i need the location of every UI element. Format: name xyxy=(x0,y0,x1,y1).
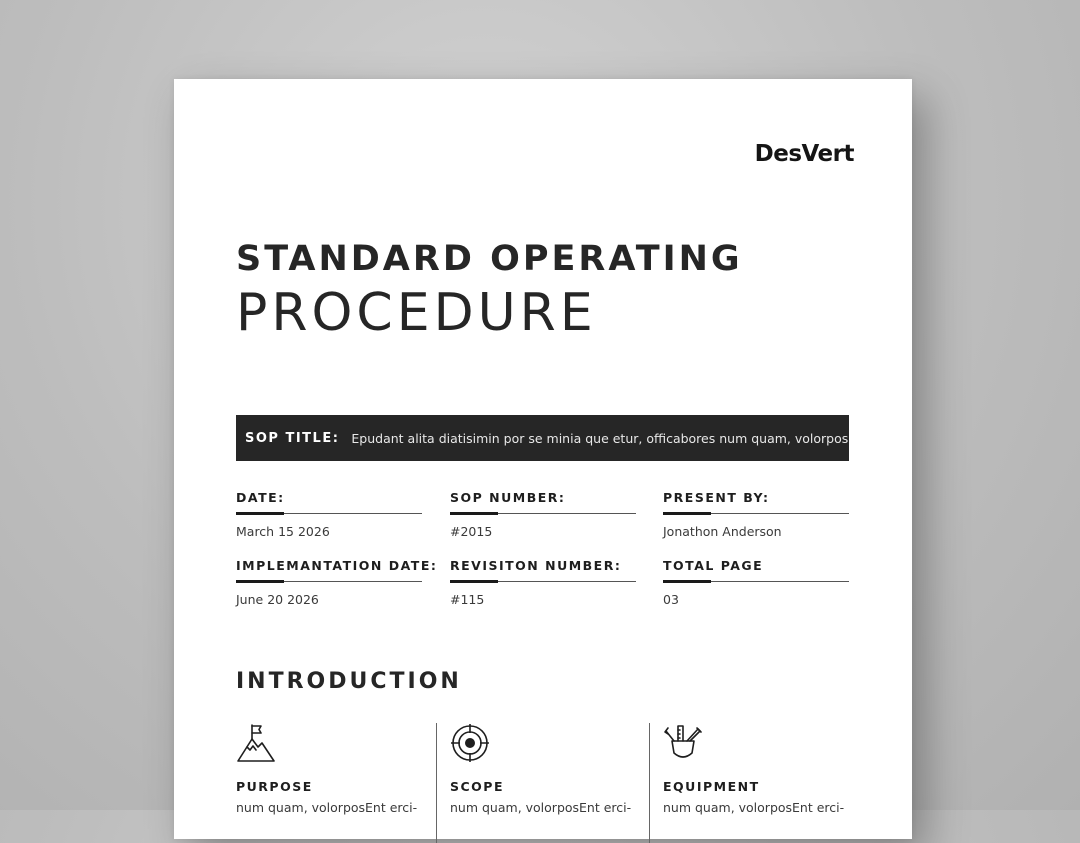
field-underline xyxy=(663,580,849,582)
field-value: Jonathon Anderson xyxy=(663,524,782,539)
field-underline xyxy=(663,512,849,514)
introduction-heading: INTRODUCTION xyxy=(236,669,462,694)
field-value: #2015 xyxy=(450,524,493,539)
field-label: TOTAL PAGE xyxy=(663,558,764,573)
field-label: IMPLEMANTATION DATE: xyxy=(236,558,438,573)
brand-logo: DesVert xyxy=(754,141,854,167)
column-divider xyxy=(436,723,437,843)
column-divider xyxy=(649,723,650,843)
intro-column-label: SCOPE xyxy=(450,779,505,794)
field-present-by xyxy=(663,490,849,539)
intro-column-label: PURPOSE xyxy=(236,779,313,794)
field-sop-number xyxy=(450,490,636,539)
field-value: March 15 2026 xyxy=(236,524,330,539)
tools-cup-icon xyxy=(663,723,703,763)
field-total-page xyxy=(663,558,849,607)
intro-column-text: num quam, volorposEnt erci- xyxy=(663,800,845,815)
field-value: June 20 2026 xyxy=(236,592,319,607)
field-value: 03 xyxy=(663,592,679,607)
field-label: REVISITON NUMBER: xyxy=(450,558,622,573)
intro-column-equipment xyxy=(663,723,849,815)
field-underline xyxy=(236,512,422,514)
document-page xyxy=(174,79,912,839)
intro-column-text: num quam, volorposEnt erci- xyxy=(236,800,418,815)
sop-title-label: SOP TITLE: xyxy=(245,430,340,446)
field-underline xyxy=(236,580,422,582)
field-value: #115 xyxy=(450,592,485,607)
sop-title-bar xyxy=(236,415,849,461)
document-title-line2: PROCEDURE xyxy=(236,283,597,343)
intro-column-scope xyxy=(450,723,636,815)
mountain-flag-icon xyxy=(236,723,276,763)
field-label: SOP NUMBER: xyxy=(450,490,566,505)
field-implementation-date xyxy=(236,558,438,607)
intro-column-text: num quam, volorposEnt erci- xyxy=(450,800,632,815)
target-icon xyxy=(450,723,490,763)
sop-title-value: Epudant alita diatisimin por se minia que etur, officabores num quam, volorpos xyxy=(351,430,849,446)
intro-column-label: EQUIPMENT xyxy=(663,779,760,794)
field-underline xyxy=(450,580,636,582)
field-label: DATE: xyxy=(236,490,285,505)
document-title-line1: STANDARD OPERATING xyxy=(236,239,743,279)
field-label: PRESENT BY: xyxy=(663,490,770,505)
field-revision-number xyxy=(450,558,636,607)
intro-column-purpose xyxy=(236,723,422,815)
field-underline xyxy=(450,512,636,514)
field-date xyxy=(236,490,422,539)
